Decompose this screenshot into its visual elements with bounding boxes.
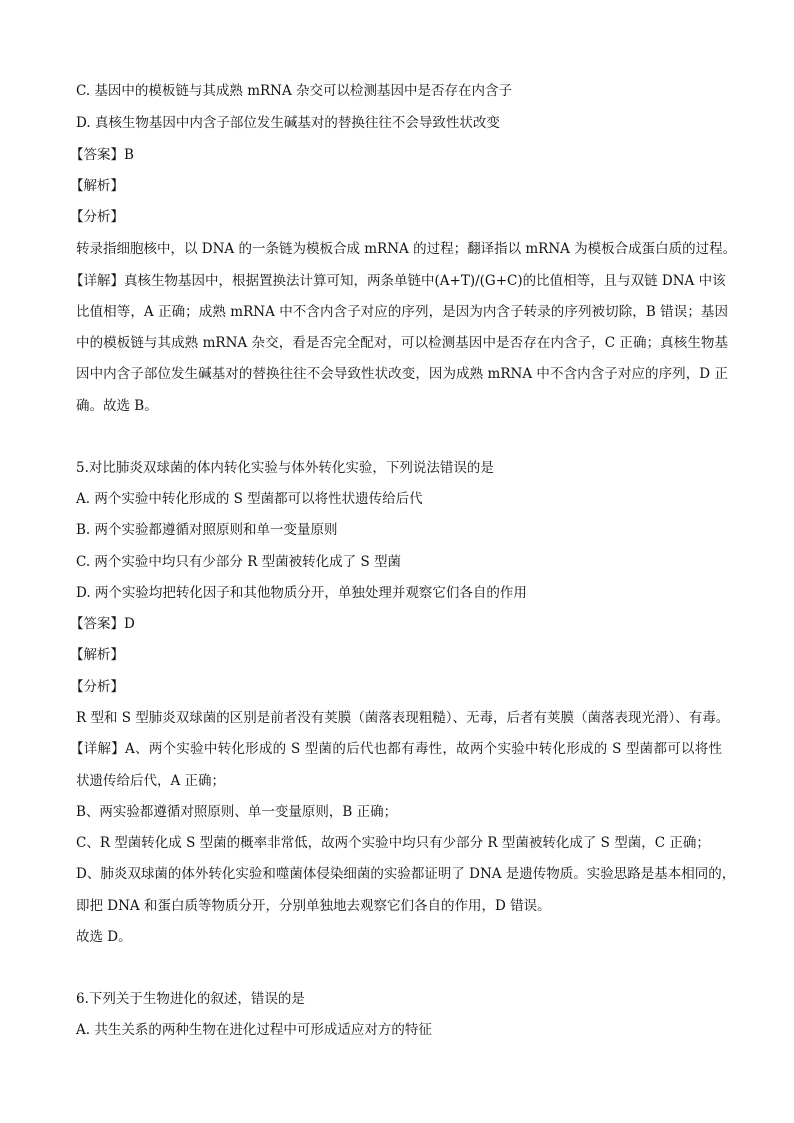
q4-fenxi-heading: 【分析】 [70,209,124,225]
q5-stem: 5.对比肺炎双球菌的体内转化实验与体外转化实验，下列说法错误的是 [76,460,494,476]
q5-option-a: A. 两个实验中转化形成的 S 型菌都可以将性状遗传给后代 [76,491,423,507]
q5-detail-line: D、肺炎双球菌的体外转化实验和噬菌体侵染细菌的实验都证明了 DNA 是遗传物质。实验思路是基本相同的， [76,866,736,882]
q5-detail-line: 状遗传给后代，A 正确； [76,773,226,789]
q4-analysis-heading: 【解析】 [70,178,124,194]
q5-detail-line: 故选 D。 [76,929,132,945]
q4-detail-line: 中的模板链与其成熟 mRNA 杂交，看是否完全配对，可以检测基因中是否存在内含子，C 正确；真核生物基 [76,335,728,351]
q4-detail-line: 【详解】真核生物基因中，根据置换法计算可知，两条单链中(A+T)/(G+C)的比值相等，且与双链 DNA 中该 [70,273,726,289]
q6-option-a: A. 共生关系的两种生物在进化过程中可形成适应对方的特征 [76,1022,432,1038]
q4-answer: 【答案】B [70,147,134,163]
q4-option-c: C. 基因中的模板链与其成熟 mRNA 杂交可以检测基因中是否存在内含子 [76,83,513,99]
q5-option-c: C. 两个实验中均只有少部分 R 型菌被转化成了 S 型菌 [76,554,402,570]
q5-option-b: B. 两个实验都遵循对照原则和单一变量原则 [76,522,338,538]
q4-option-d: D. 真核生物基因中内含子部位发生碱基对的替换往往不会导致性状改变 [76,115,500,131]
q4-detail-line: 确。故选 B。 [76,398,158,414]
q5-detail-line: B、两实验都遵循对照原则、单一变量原则，B 正确； [76,804,398,820]
q5-detail-line: 即把 DNA 和蛋白质等物质分开，分别单独地去观察它们各自的作用，D 错误。 [76,898,551,914]
q5-answer: 【答案】D [70,616,135,632]
q5-option-d: D. 两个实验均把转化因子和其他物质分开，单独处理并观察它们各自的作用 [76,585,527,601]
q6-stem: 6.下列关于生物进化的叙述，错误的是 [76,991,305,1007]
q5-detail-line: 【详解】A、两个实验中转化形成的 S 型菌的后代也都有毒性，故两个实验中转化形成的 S 型菌都可以将性 [70,741,722,757]
q4-fenxi-text: 转录指细胞核中，以 DNA 的一条链为模板合成 mRNA 的过程；翻译指以 mRNA 为模板合成蛋白质的过程。 [76,241,737,257]
q5-detail-line: C、R 型菌转化成 S 型菌的概率非常低，故两个实验中均只有少部分 R 型菌被转化成了 S 型菌，C 正确； [76,835,710,851]
q4-detail-line: 比值相等，A 正确；成熟 mRNA 中不含内含子对应的序列，是因为内含子转录的序列被切除，B 错误；基因 [76,304,728,320]
q5-analysis-heading: 【解析】 [70,647,124,663]
q4-detail-line: 因中内含子部位发生碱基对的替换往往不会导致性状改变，因为成熟 mRNA 中不含内含子对应的序列，D 正 [76,366,728,382]
q5-fenxi-text: R 型和 S 型肺炎双球菌的区别是前者没有荚膜（菌落表现粗糙）、无毒，后者有荚膜（菌落表现光滑）、有毒。 [76,710,730,726]
q5-fenxi-heading: 【分析】 [70,679,124,695]
